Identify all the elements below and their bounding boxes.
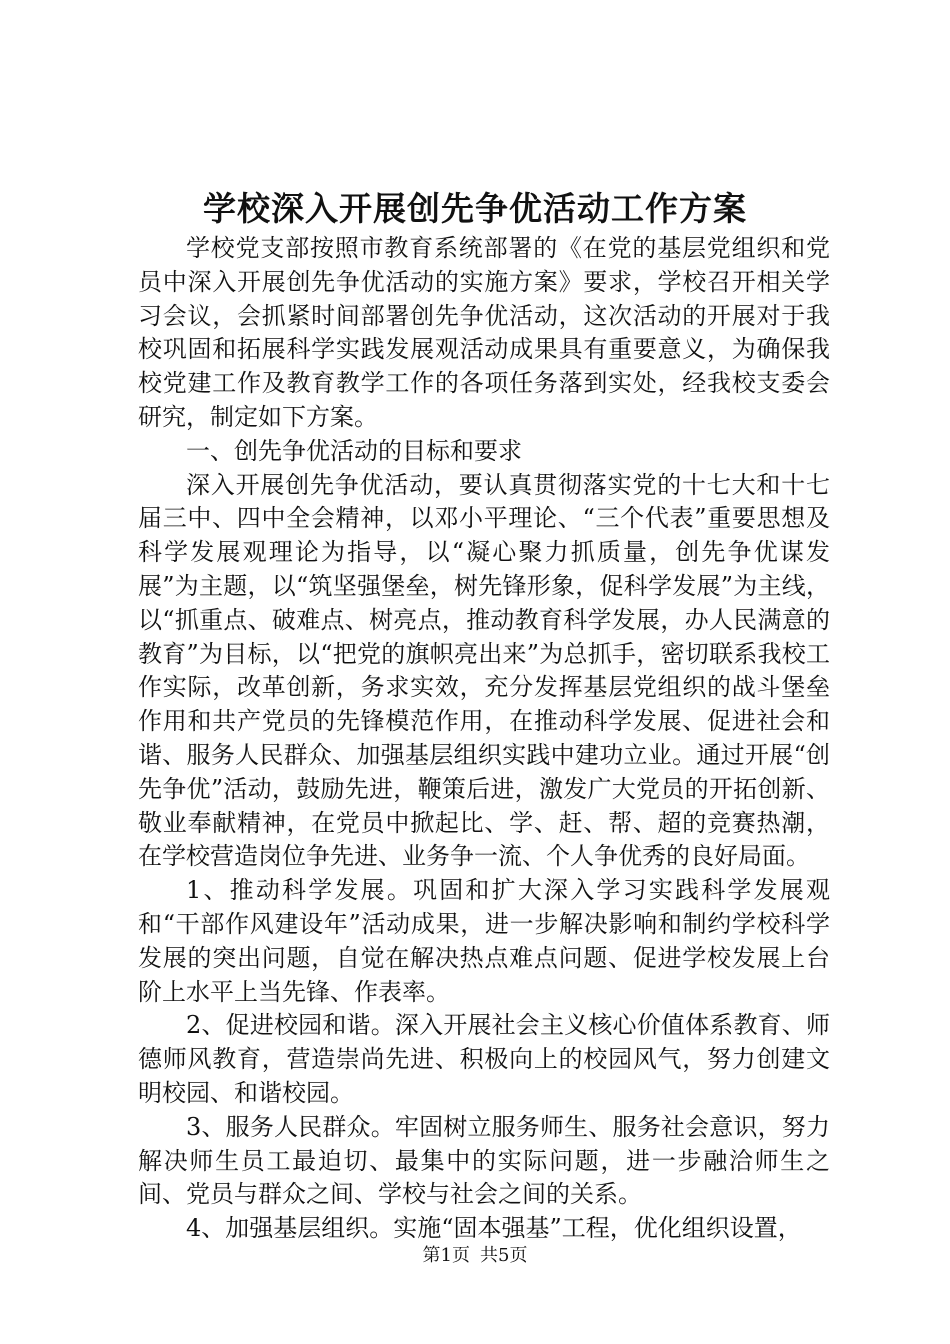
paragraph-goals: 深入开展创先争优活动，要认真贯彻落实党的十七大和十七届三中、四中全会精神，以邓小平理论、“三个代表”重要思想及科学发展观理论为指导，以“凝心聚力抓质量，创先争优谋发展”为主题，以“筑坚强堡垒，树先锋形象，促科学发展”为主线，以“抓重点、破难点、树亮点，推动教育科学发展，办人民满意的教育”为目标，以“把党的旗帜亮出来”为总抓手，密切联系我校工作实际，改革创新，务求实效，充分发挥基层党组织的战斗堡垒作用和共产党员的先锋模范作用，在推动科学发展、促进社会和谐、服务人民群众、加强基层组织实践中建功立业。通过开展“创先争优”活动，鼓励先进，鞭策后进，激发广大党员的开拓创新、敬业奉献精神，在党员中掀起比、学、赶、帮、超的竞赛热潮，在学校营造岗位争先进、业务争一流、个人争优秀的良好局面。 bbox=[138, 470, 830, 871]
page-number: 第1页 bbox=[422, 1245, 470, 1266]
paragraph-item-2: 2、促进校园和谐。深入开展社会主义核心价值体系教育、师德师风教育，营造崇尚先进、积极向上的校园风气，努力创建文明校园、和谐校园。 bbox=[138, 1011, 830, 1107]
paragraph-item-3: 3、服务人民群众。牢固树立服务师生、服务社会意识，努力解决师生员工最迫切、最集中的实际问题，进一步融洽师生之间、党员与群众之间、学校与社会之间的关系。 bbox=[138, 1112, 830, 1209]
paragraph-intro: 学校党支部按照市教育系统部署的《在党的基层党组织和党员中深入开展创先争优活动的实施方案》要求，学校召开相关学习会议，会抓紧时间部署创先争优活动，这次活动的开展对于我校巩固和拓展科学实践发展观活动成果具有重要意义，为确保我校党建工作及教育教学工作的各项任务落到实处，经我校支委会研究，制定如下方案。 bbox=[138, 234, 830, 431]
page-footer bbox=[0, 1244, 950, 1268]
paragraph-item-4: 4、加强基层组织。实施“固本强基”工程，优化组织设置， bbox=[186, 1214, 802, 1243]
paragraph-item-1: 1、推动科学发展。巩固和扩大深入学习实践科学发展观和“干部作风建设年”活动成果，进一步解决影响和制约学校科学发展的突出问题，自觉在解决热点难点问题、促进学校发展上台阶上水平上当先锋、作表率。 bbox=[138, 876, 830, 1006]
document-title: 学校深入开展创先争优活动工作方案 bbox=[203, 189, 747, 228]
page-total: 共5页 bbox=[480, 1245, 528, 1266]
document-body bbox=[138, 232, 830, 1246]
section-heading-1: 一、创先争优活动的目标和要求 bbox=[186, 436, 522, 465]
